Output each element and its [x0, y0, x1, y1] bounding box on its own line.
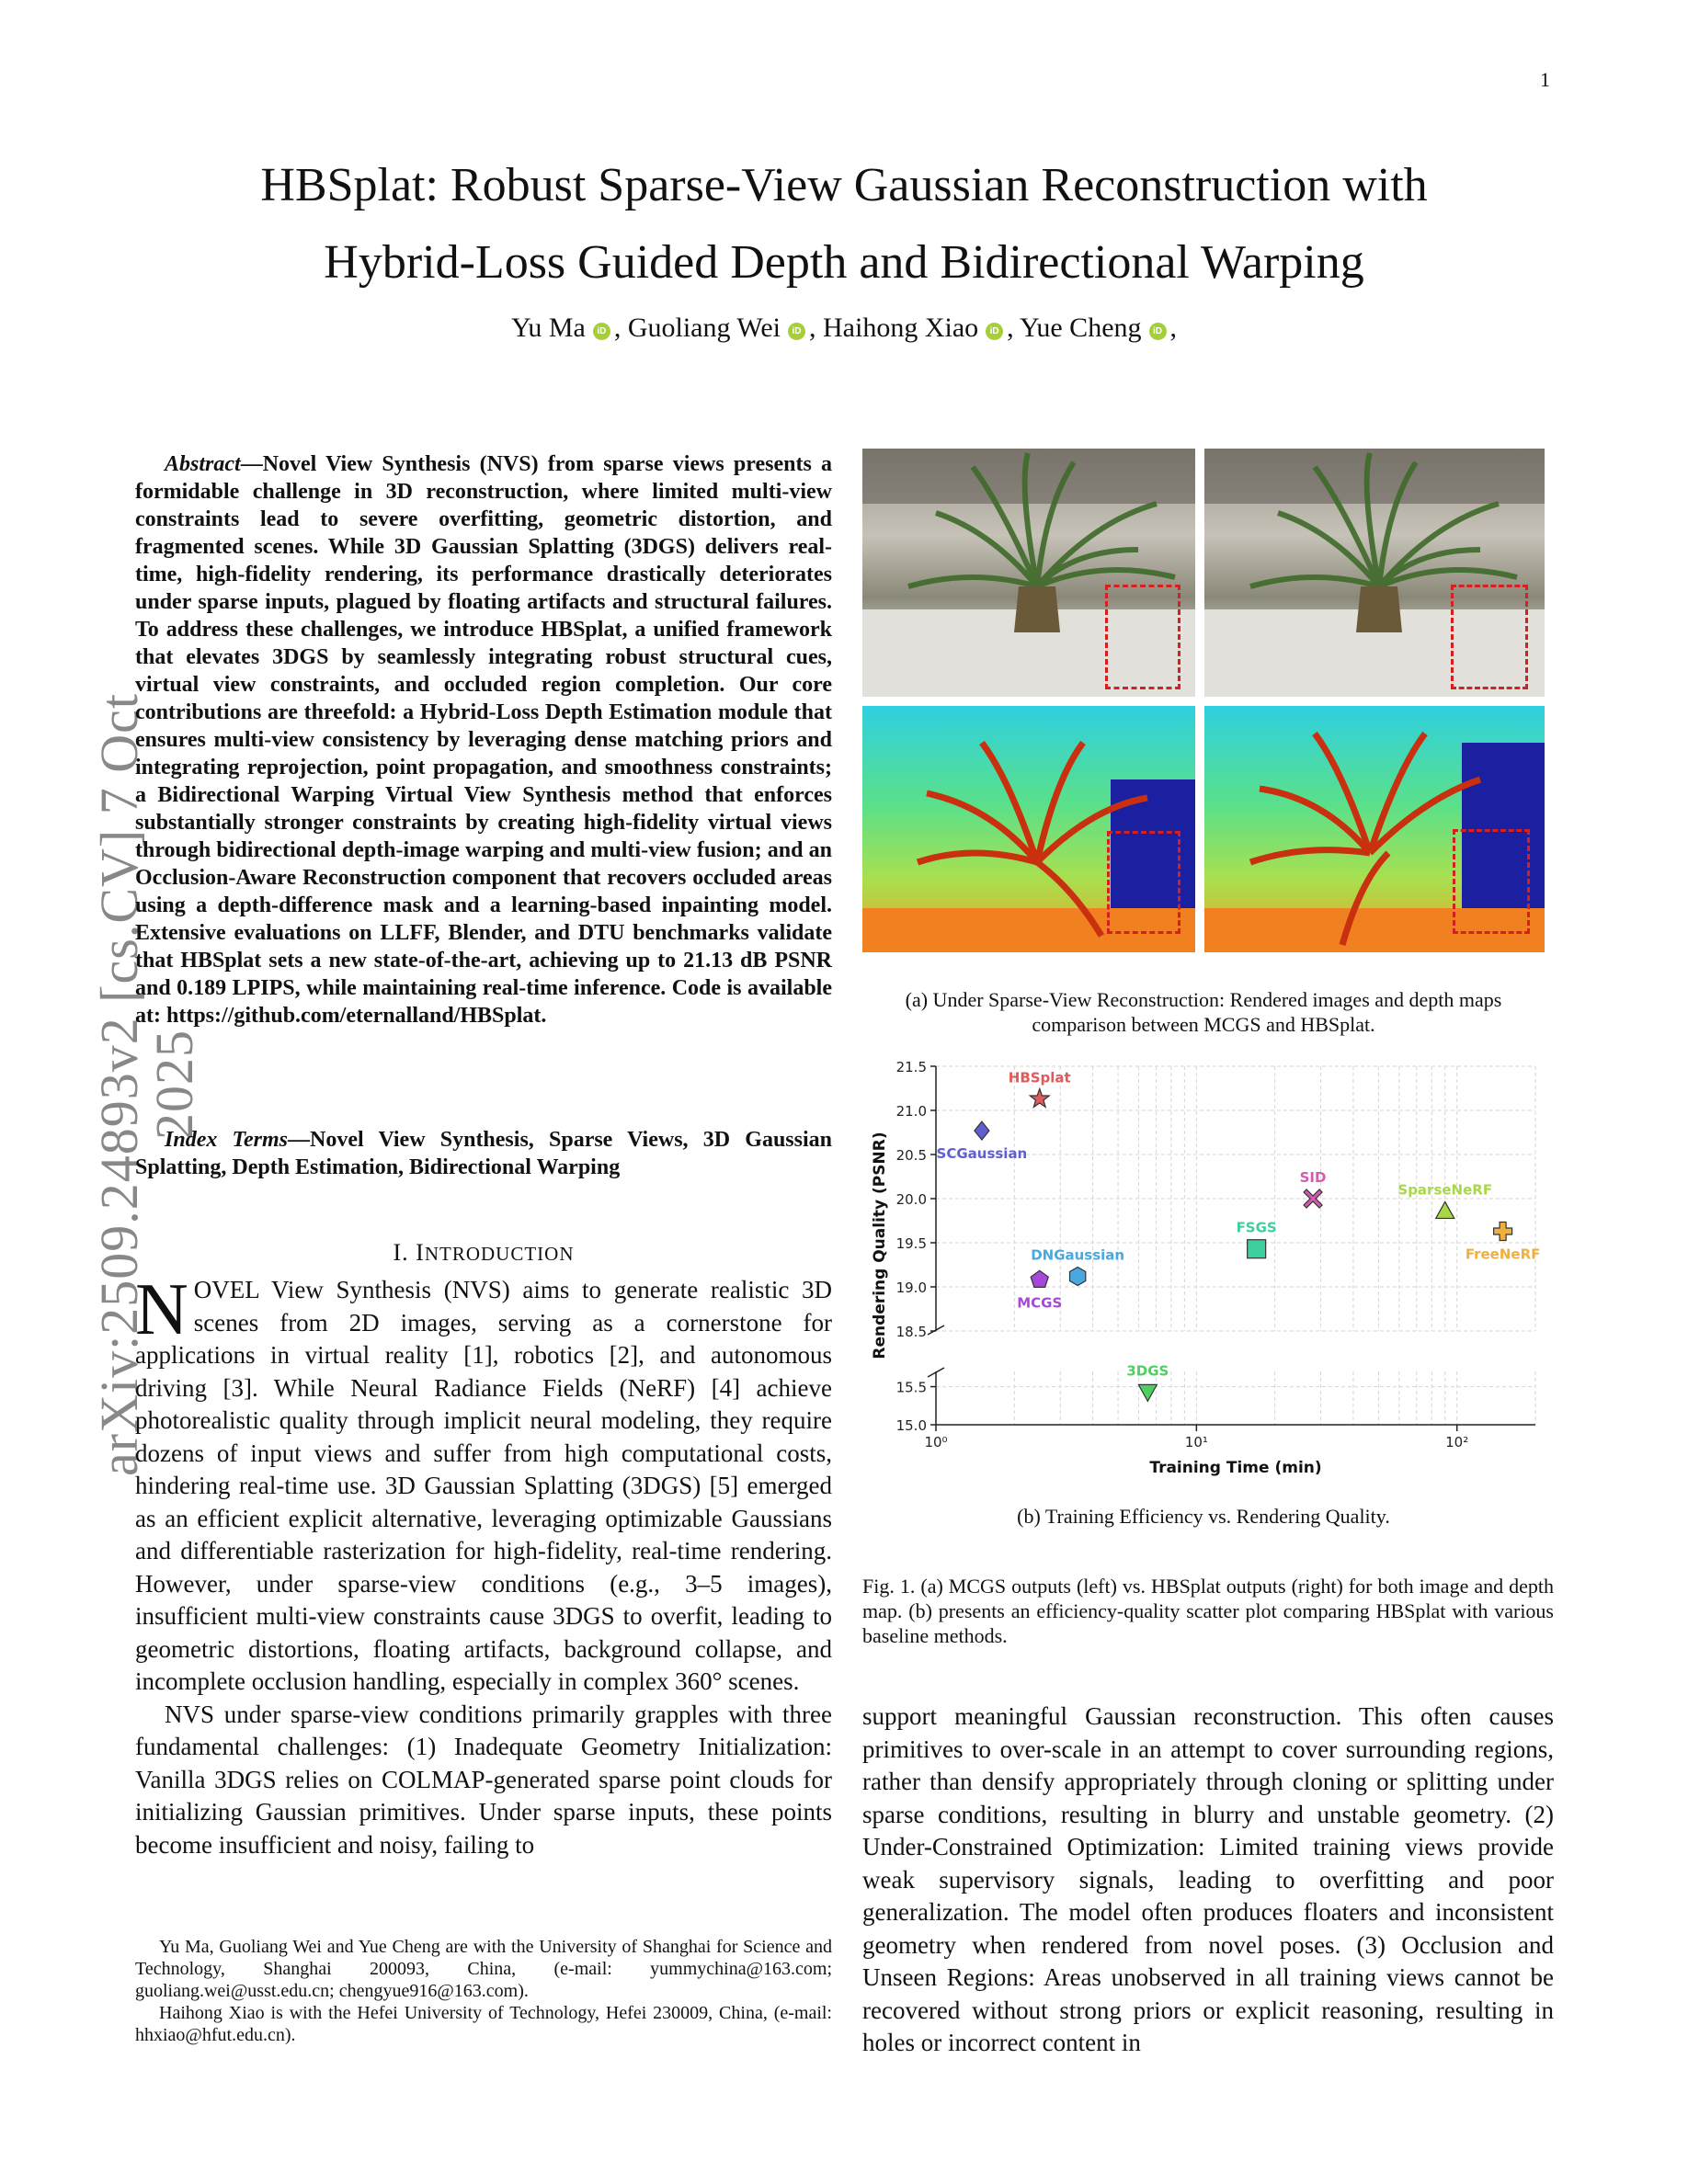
y-tick-label: 18.5 — [895, 1324, 927, 1340]
y-tick-label: 19.0 — [895, 1280, 927, 1296]
highlight-box — [1453, 829, 1530, 934]
marker-dngaussian — [1070, 1268, 1086, 1286]
y-tick-label: 21.0 — [895, 1103, 927, 1120]
y-tick-label: 19.5 — [895, 1235, 927, 1252]
section-number: I. — [393, 1239, 409, 1266]
intro-paragraph-1 — [135, 1269, 832, 1699]
author-2: Guoliang Wei — [627, 313, 781, 343]
footnotes — [135, 1936, 832, 2046]
hbsplat-depth-map — [1204, 706, 1545, 952]
index-terms-label: Index Terms — [165, 1128, 289, 1152]
orcid-icon: iD — [986, 323, 1003, 340]
point-label-fsgs: FSGS — [1236, 1219, 1277, 1236]
point-label-freenerf: FreeNeRF — [1465, 1246, 1541, 1263]
orcid-icon: iD — [593, 323, 610, 340]
orcid-icon: iD — [788, 323, 805, 340]
marker-hbsplat — [1030, 1089, 1049, 1108]
author-1: Yu Ma — [510, 313, 586, 343]
paper-title — [138, 147, 1550, 301]
mcgs-depth-map — [862, 706, 1195, 952]
y-tick-label: 20.0 — [895, 1191, 927, 1208]
point-label-mcgs: MCGS — [1017, 1294, 1063, 1312]
y-axis-label: Rendering Quality (PSNR) — [871, 1132, 889, 1359]
arxiv-identifier: arXiv:2509.24893v2 [cs.CV] 7 Oct 2025 — [89, 693, 204, 1476]
author-list: Yu Ma iD , Guoliang Wei iD , Haihong Xiao iD , Yue Cheng iD , — [510, 313, 1178, 343]
title-line-1: HBSplat: Robust Sparse-View Gaussian Reconstruction with — [260, 159, 1428, 211]
marker-mcgs — [1031, 1270, 1048, 1287]
y-tick-label: 21.5 — [895, 1059, 927, 1075]
hbsplat-rendered-image — [1204, 449, 1545, 697]
intro-paragraph-2: NVS under sparse-view conditions primarily grapples with three fundamental challenges: (1) Inadequate Geometry Initialization: Vanilla 3DGS relies on COLMAP-generated sparse point clouds for initializing Gaussian primitives. Under sparse inputs, these points become insufficient and noisy, failing to — [135, 1700, 832, 1859]
x-tick-label: 10² — [1445, 1434, 1469, 1450]
point-label-3dgs: 3DGS — [1126, 1362, 1169, 1380]
author-3: Haihong Xiao — [823, 313, 979, 343]
highlight-box — [1107, 831, 1180, 934]
drop-cap: N — [135, 1269, 188, 1350]
section-title-first: I — [416, 1239, 425, 1266]
point-label-dngaussian: DNGaussian — [1031, 1246, 1125, 1264]
abstract-label: Abstract — [165, 452, 241, 476]
right-column-text: support meaningful Gaussian reconstruction. This often causes primitives to over-scale in an attempt to cover surrounding regions, rather than densify appropriately through cloning or splitting under sparse conditions, resulting in blurry and unstable geometry. (2) Under-Constrained Optimization: Limited training views provide weak supervisory signals, leading to overfitting and poor generalization. The model often produces floaters and inconsistent geometry when rendered from novel poses. (3) Occlusion and Unseen Regions: Areas unobserved in all training views cannot be recovered without strong priors or explicit reasoning, resulting in holes or incorrect content in — [862, 1702, 1554, 2056]
point-label-sid: SID — [1299, 1169, 1327, 1186]
index-terms — [135, 1126, 832, 1181]
intro-text — [135, 1269, 832, 1861]
x-tick-label: 10⁰ — [924, 1434, 948, 1450]
index-terms-text: —Novel View Synthesis, Sparse Views, 3D Gaussian Splatting, Depth Estimation, Bidirectional Warping — [135, 1128, 833, 1179]
abstract — [135, 450, 832, 1029]
subcaption-b: (b) Training Efficiency vs. Rendering Quality. — [1017, 1505, 1390, 1528]
point-label-sparsenerf: SparseNeRF — [1397, 1181, 1493, 1199]
footnote-2: Haihong Xiao is with the Hefei University of Technology, Hefei 230009, China, (e-mail: hhxiao@hfut.edu.cn). — [135, 2003, 832, 2045]
orcid-icon: iD — [1149, 323, 1167, 340]
intro-paragraph-1-text: OVEL View Synthesis (NVS) aims to generate realistic 3D scenes from 2D images, serving as a cornerstone for applications in virtual reality [1], robotics [2], and autonomous driving [3]. While Neural Radiance Fields (NeRF) [4] achieve photorealistic quality through implicit neural modeling, they require dozens of input views and suffer from high computational costs, hindering real-time use. 3D Gaussian Splatting (3DGS) [5] emerged as an efficient explicit alternative, leveraging optimizable Gaussians and differentiable rasterization for high-fidelity, real-time rendering. However, under sparse-view conditions (e.g., 3–5 images), insufficient multi-view constraints cause 3DGS to overfit, leading to geometric distortions, floating artifacts, background collapse, and incomplete occlusion handling, especially in complex 360° scenes. — [135, 1276, 832, 1695]
y-tick-label: 20.5 — [895, 1147, 927, 1164]
highlight-box — [1451, 585, 1528, 689]
marker-freenerf — [1494, 1223, 1512, 1241]
highlight-box — [1105, 585, 1180, 689]
efficiency-quality-scatter — [862, 1048, 1545, 1480]
marker-sid — [1304, 1189, 1322, 1208]
abstract-text: —Novel View Synthesis (NVS) from sparse views presents a formidable challenge in 3D reconstruction, where limited multi-view constraints lead to severe overfitting, geometric distortion, and fragmented scenes. While 3D Gaussian Splatting (3DGS) delivers real-time, high-fidelity rendering, its performance drastically deteriorates under sparse inputs, plagued by floating artifacts and structural failures. To address these challenges, we introduce HBSplat, a unified framework that elevates 3DGS by seamlessly integrating robust structural cues, virtual view constraints, and occluded region completion. Our core contributions are threefold: a Hybrid-Loss Depth Estimation module that ensures multi-view consistency by leveraging dense matching priors and integrating reprojection, point propagation, and smoothness constraints; a Bidirectional Warping Virtual View Synthesis method that enforces substantially stronger constraints by creating high-fidelity virtual views through bidirectional depth-image warping and multi-view fusion; and an Occlusion-Aware Reconstruction component that recovers occluded areas using a depth-difference mask and a learning-based inpainting model. Extensive evaluations on LLFF, Blender, and DTU benchmarks validate that HBSplat sets a new state-of-the-art, achieving up to 21.13 dB PSNR and 0.189 LPIPS, while maintaining real-time inference. Code is available at: https://github.com/eternalland/HBSplat. — [135, 452, 832, 1028]
marker-sparsenerf — [1436, 1201, 1454, 1218]
marker-fsgs — [1248, 1240, 1266, 1258]
page-number: 1 — [1540, 68, 1550, 91]
x-tick-label: 10¹ — [1184, 1434, 1208, 1450]
subcaption-a: (a) Under Sparse-View Reconstruction: Rendered images and depth maps comparison between MCGS and HBSplat. — [905, 988, 1502, 1036]
footnote-1: Yu Ma, Guoliang Wei and Yue Cheng are with the University of Shanghai for Science and Technology, Shanghai 200093, China, (e-mail: yummychina@163.com; guoliang.wei@usst.edu.cn; chengyue916@163.com). — [135, 1937, 832, 2001]
y-tick-label: 15.5 — [895, 1379, 927, 1396]
x-axis-label: Training Time (min) — [1149, 1459, 1322, 1477]
point-label-hbsplat: HBSplat — [1008, 1069, 1071, 1086]
title-line-2: Hybrid-Loss Guided Depth and Bidirectional Warping — [324, 236, 1364, 289]
y-tick-label: 15.0 — [895, 1417, 927, 1434]
point-label-scgaussian: SCGaussian — [936, 1145, 1028, 1163]
figure-1a-grid — [862, 449, 1545, 952]
mcgs-rendered-image — [862, 449, 1195, 697]
marker-3dgs — [1138, 1384, 1157, 1401]
figure-caption: Fig. 1. (a) MCGS outputs (left) vs. HBSplat outputs (right) for both image and depth map. (b) presents an efficiency-quality scatter plot comparing HBSplat with various baseline methods. — [862, 1575, 1554, 1647]
section-title-rest: NTRODUCTION — [424, 1243, 575, 1265]
marker-scgaussian — [975, 1121, 989, 1140]
section-heading — [135, 1239, 832, 1267]
author-4: Yue Cheng — [1020, 313, 1142, 343]
